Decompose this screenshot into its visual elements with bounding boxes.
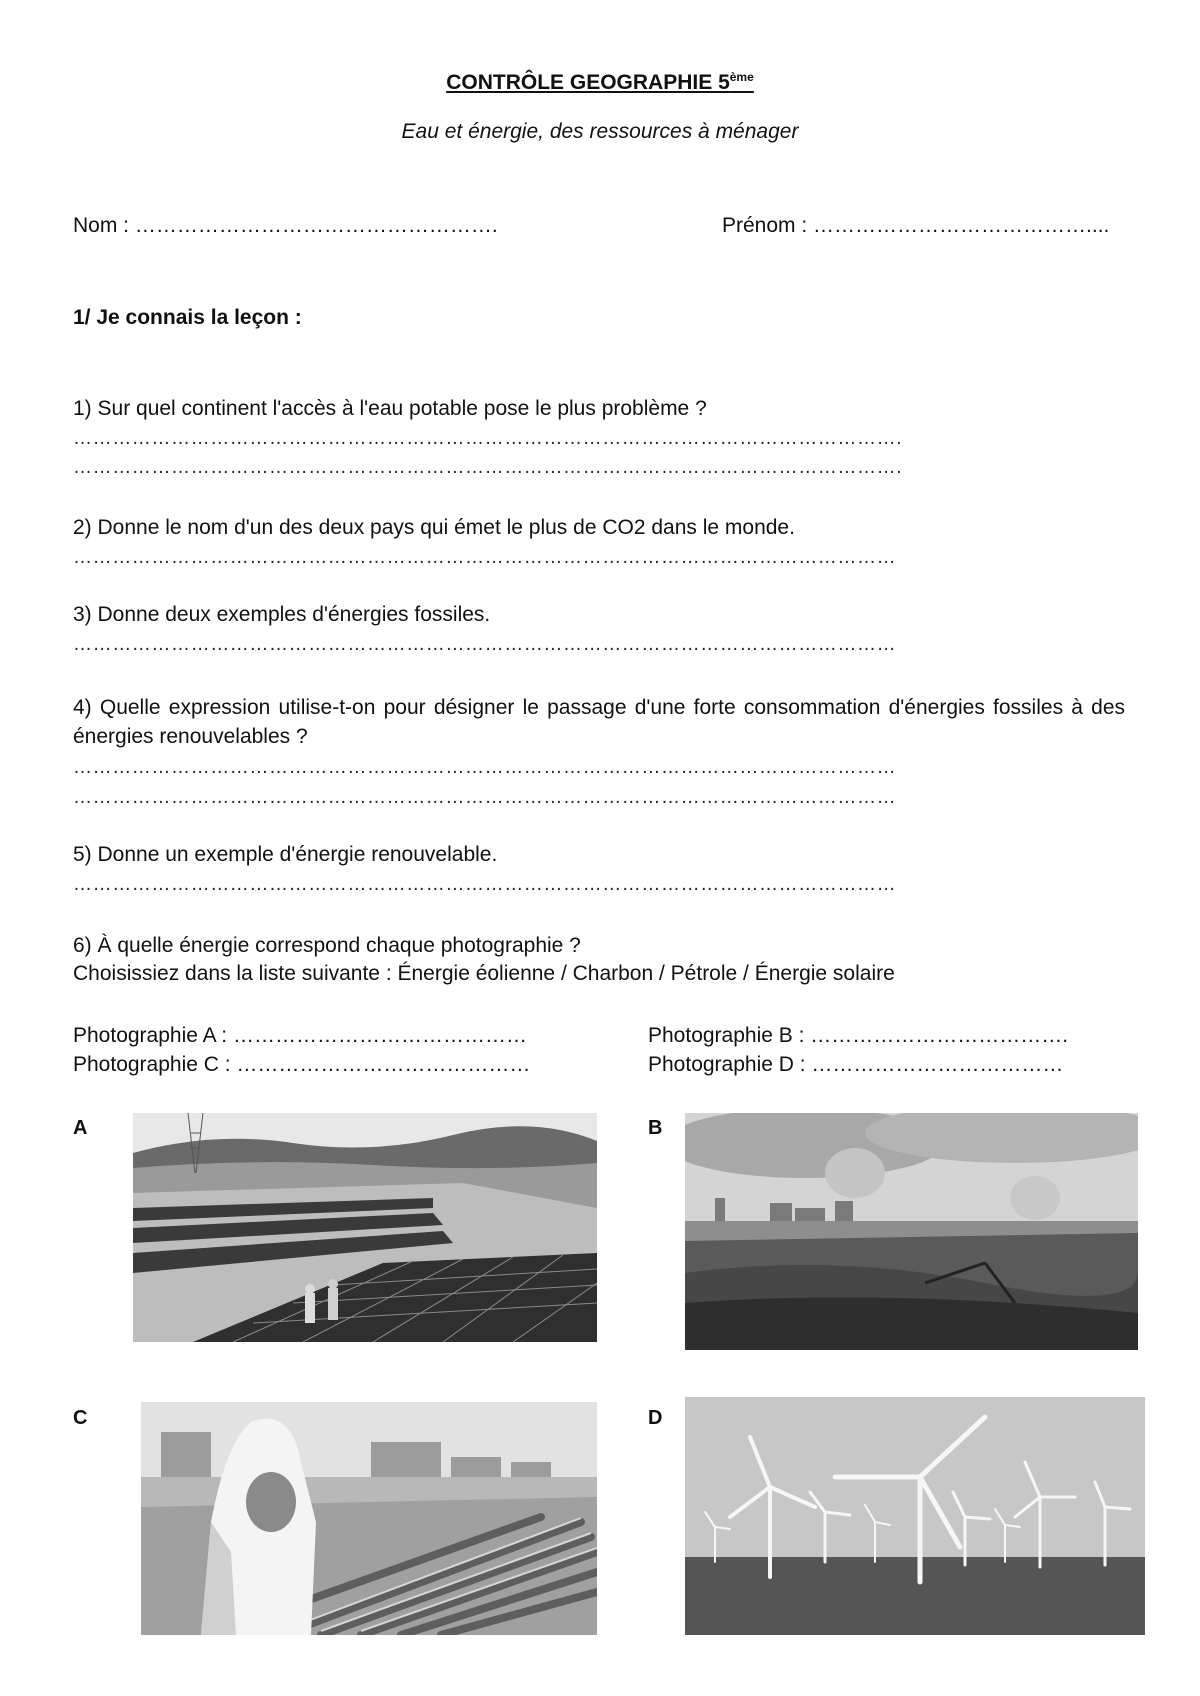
photo-a-label: A — [73, 1117, 88, 1139]
answer-line-1a[interactable]: ………………………………………………………………………………………………………………. — [73, 428, 903, 449]
photo-c-oil-pipelines — [141, 1402, 597, 1635]
answer-line-4b[interactable]: ……………………………………………………………………………………………………………… — [73, 787, 897, 808]
photo-c-label: C — [73, 1407, 88, 1429]
page-title — [0, 70, 1200, 95]
question-4: 4) Quelle expression utilise-t-on pour désigner le passage d'une forte consommation d'énergies fossiles à des énergies renouvelables ? — [73, 696, 1125, 748]
answer-line-4a[interactable]: ……………………………………………………………………………………………………………… — [73, 757, 897, 778]
photo-d-label: D — [648, 1407, 663, 1429]
section-heading: 1/ Je connais la leçon : — [73, 306, 302, 329]
answer-photo-b[interactable]: Photographie B : ………………………………. — [648, 1024, 1069, 1047]
answer-photo-a[interactable]: Photographie A : …………………………………… — [73, 1024, 527, 1047]
question-3: 3) Donne deux exemples d'énergies fossiles. — [73, 603, 491, 626]
prenom-field[interactable]: Prénom : ………………………………….... — [722, 214, 1110, 237]
title-text: CONTRÔLE GEOGRAPHIE 5 — [446, 71, 730, 94]
photo-a-solar-panels — [133, 1113, 597, 1342]
page-subtitle: Eau et énergie, des ressources à ménager — [401, 120, 799, 143]
answer-line-3[interactable]: ……………………………………………………………………………………………………………… — [73, 634, 897, 655]
question-6: 6) À quelle énergie correspond chaque photographie ? — [73, 934, 581, 957]
photo-b-coal-mine — [685, 1113, 1138, 1350]
nom-field[interactable]: Nom : ……………………………………………. — [73, 214, 498, 237]
answer-line-1b[interactable]: ………………………………………………………………………………………………………………. — [73, 457, 903, 478]
answer-line-5[interactable]: ……………………………………………………………………………………………………………… — [73, 874, 897, 895]
answer-line-2[interactable]: ……………………………………………………………………………………………………………… — [73, 547, 897, 568]
photo-d-wind-turbines — [685, 1397, 1145, 1635]
answer-photo-c[interactable]: Photographie C : …………………………………… — [73, 1053, 531, 1076]
question-5: 5) Donne un exemple d'énergie renouvelable. — [73, 843, 498, 866]
question-6-list: Choisissiez dans la liste suivante : Énergie éolienne / Charbon / Pétrole / Énergie solaire — [73, 962, 895, 985]
question-1: 1) Sur quel continent l'accès à l'eau potable pose le plus problème ? — [73, 397, 707, 420]
answer-photo-d[interactable]: Photographie D : ……………………………… — [648, 1053, 1064, 1076]
title-superscript: ème — [729, 70, 754, 84]
question-2: 2) Donne le nom d'un des deux pays qui émet le plus de CO2 dans le monde. — [73, 516, 795, 539]
photo-b-label: B — [648, 1117, 663, 1139]
